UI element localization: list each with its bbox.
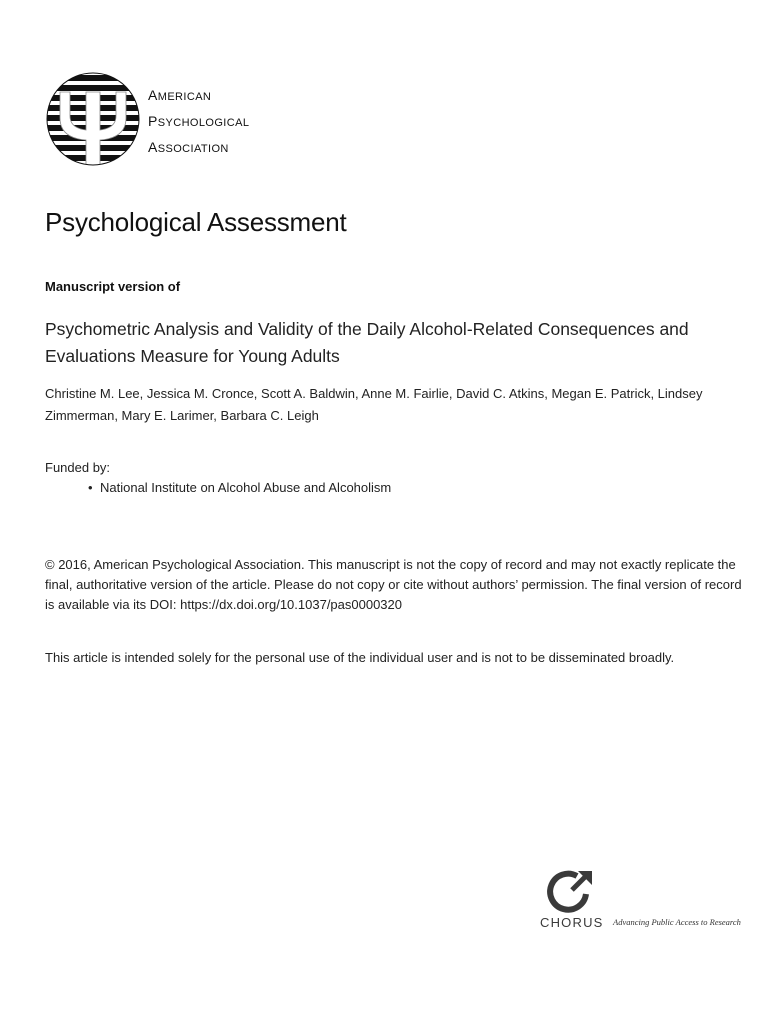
- manuscript-label: Manuscript version of: [45, 279, 181, 294]
- apa-psi-icon: [46, 72, 140, 166]
- usage-notice: This article is intended solely for the personal use of the individual user and is not to be disseminated broadly.: [45, 650, 675, 665]
- copyright-statement: © 2016, American Psychological Association. This manuscript is not the copy of record and may not exactly replicate the final, authoritative version of the article. Please do not copy or cite without authors’ permission. The final version of record is available via its DOI: https://dx.doi.org/10.1037/pas0000320: [45, 557, 742, 612]
- chorus-tagline: Advancing Public Access to Research: [613, 917, 741, 927]
- bullet-icon: •: [88, 480, 93, 495]
- chorus-wordmark: CHORUS: [540, 915, 604, 930]
- funded-by-label: Funded by:: [45, 460, 111, 475]
- apa-line-2: psychological: [148, 109, 250, 131]
- author-list: Christine M. Lee, Jessica M. Cronce, Scott A. Baldwin, Anne M. Fairlie, David C. Atkins, Megan E. Patrick, Lindsey Zimmerman, Mary E. Larimer, Barbara C. Leigh: [45, 386, 703, 423]
- chorus-logo-icon: [546, 868, 596, 916]
- apa-logo: [46, 72, 296, 168]
- funder-list-item: [88, 480, 391, 495]
- funder-name: National Institute on Alcohol Abuse and Alcoholism: [100, 480, 392, 495]
- journal-title: Psychological Assessment: [45, 207, 347, 237]
- apa-wordmark: [148, 82, 249, 160]
- article-title: Psychometric Analysis and Validity of the Daily Alcohol-Related Consequences and Evaluations Measure for Young Adults: [45, 319, 689, 366]
- apa-line-3: association: [148, 135, 229, 157]
- apa-line-1: american: [148, 83, 212, 105]
